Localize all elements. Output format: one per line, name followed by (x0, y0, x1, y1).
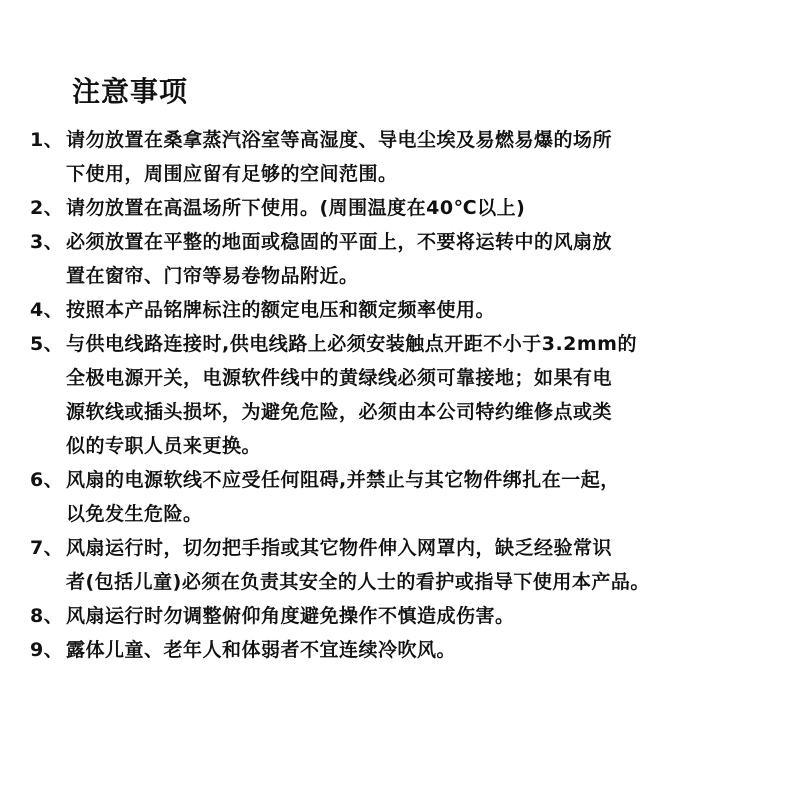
list-item-continuation: 以免发生危险。 (66, 503, 203, 525)
item-number: 7、 (30, 537, 64, 559)
notice-list (30, 123, 770, 667)
list-item (30, 191, 770, 225)
item-number: 3、 (30, 231, 64, 253)
list-item (30, 633, 770, 667)
item-number: 6、 (30, 469, 64, 491)
list-item (30, 327, 770, 361)
item-number: 8、 (30, 605, 64, 627)
item-text: 风扇的电源软线不应受任何阻碍,并禁止与其它物件绑扎在一起， (66, 469, 620, 491)
list-item-continuation: 者(包括儿童)必须在负责其安全的人士的看护或指导下使用本产品。 (66, 571, 650, 593)
item-text: 与供电线路连接时,供电线路上必须安装触点开距不小于3.2mm的 (66, 333, 637, 355)
list-item-continuation: 置在窗帘、门帘等易卷物品附近。 (66, 265, 359, 287)
item-number: 1、 (30, 129, 64, 151)
item-text: 风扇运行时，切勿把手指或其它物件伸入网罩内，缺乏经验常识 (66, 537, 613, 559)
list-item (30, 599, 770, 633)
item-text: 请勿放置在高温场所下使用。(周围温度在40℃以上) (66, 197, 526, 219)
list-item (30, 225, 770, 259)
list-item-continuation: 似的专职人员来更换。 (66, 435, 262, 457)
item-number: 2、 (30, 197, 64, 219)
list-item-continuation: 下使用，周围应留有足够的空间范围。 (66, 163, 398, 185)
item-text: 露体儿童、老年人和体弱者不宜连续冷吹风。 (66, 639, 457, 661)
list-item-continuation: 全极电源开关，电源软件线中的黄绿线必须可靠接地；如果有电 (66, 367, 613, 389)
list-item (30, 123, 770, 157)
list-item (30, 463, 770, 497)
item-number: 4、 (30, 299, 64, 321)
list-item (30, 293, 770, 327)
item-number: 5、 (30, 333, 64, 355)
item-text: 按照本产品铭牌标注的额定电压和额定频率使用。 (66, 299, 496, 321)
item-text: 请勿放置在桑拿蒸汽浴室等高湿度、导电尘埃及易燃易爆的场所 (66, 129, 613, 151)
item-text: 必须放置在平整的地面或稳固的平面上，不要将运转中的风扇放 (66, 231, 613, 253)
list-item (30, 531, 770, 565)
page-title: 注意事项 (72, 75, 189, 108)
list-item-continuation: 源软线或插头损坏，为避免危险，必须由本公司特约维修点或类 (66, 401, 613, 423)
item-number: 9、 (30, 639, 64, 661)
item-text: 风扇运行时勿调整俯仰角度避免操作不慎造成伤害。 (66, 605, 515, 627)
